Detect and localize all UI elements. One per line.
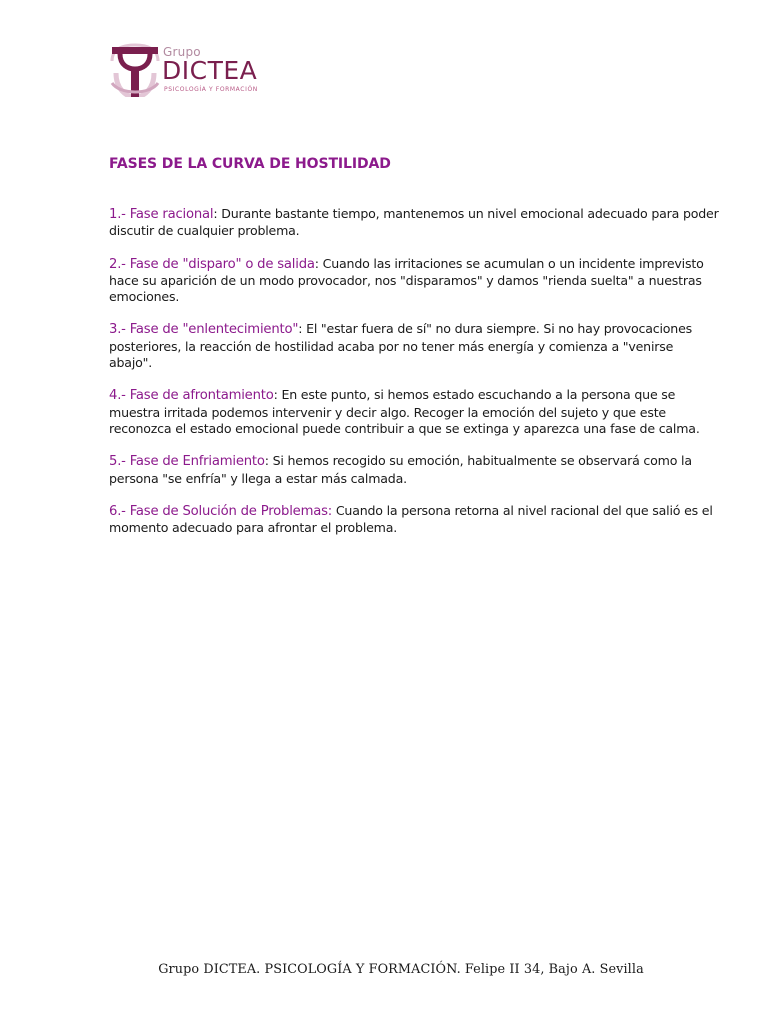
phase-text: Cuando la persona retorna al nivel racional del que salió es el momento adecuado para afrontar el problema.: [109, 502, 713, 536]
phase-paragraph-6: [109, 503, 719, 537]
phase-paragraph-5: [109, 453, 719, 487]
phase-label: 3.- Fase de "enlentecimiento": [109, 322, 299, 338]
page-footer: Grupo DICTEA. PSICOLOGÍA Y FORMACIÓN. Felipe II 34, Bajo A. Sevilla: [158, 962, 644, 977]
phase-label: 5.- Fase de Enfriamiento: [109, 454, 265, 470]
phase-label: 6.- Fase de Solución de Problemas:: [109, 503, 333, 519]
phase-separator: :: [298, 321, 307, 337]
phase-separator: :: [213, 206, 222, 221]
phase-paragraph-1: [109, 206, 719, 240]
phases-list: [109, 206, 719, 552]
phase-text: Durante bastante tiempo, mantenemos un nivel emocional adecuado para poder discutir de cualquier problema.: [109, 206, 719, 239]
phase-separator: :: [273, 387, 282, 403]
dictea-logo-mark-icon: [110, 43, 160, 97]
phase-separator: :: [264, 453, 273, 469]
phase-paragraph-4: [109, 387, 719, 437]
document-title: FASES DE LA CURVA DE HOSTILIDAD: [109, 156, 391, 172]
phase-text: El "estar fuera de sí" no dura siempre. Si no hay provocaciones posteriores, la reacción de hostilidad acaba por no tener más energía y comienza a "venirse abajo".: [109, 321, 692, 371]
logo-tagline: PSICOLOGÍA Y FORMACIÓN: [164, 86, 258, 93]
logo-brand-name: DICTEA: [162, 56, 258, 85]
phase-separator: :: [314, 255, 323, 271]
phase-paragraph-3: [109, 321, 719, 371]
phase-paragraph-2: [109, 256, 719, 306]
phase-text: Cuando las irritaciones se acumulan o un incidente imprevisto hace su aparición de un modo provocador, nos "disparamos" y damos "rienda suelta" a nuestras emociones.: [109, 255, 704, 305]
phase-label: 2.- Fase de "disparo" o de salida: [109, 256, 315, 272]
phase-label: 1.- Fase racional: [109, 207, 214, 222]
logo-group-text: Grupo: [163, 45, 201, 59]
phase-text: Si hemos recogido su emoción, habitualmente se observará como la persona "se enfría" y llega a estar más calmada.: [109, 453, 692, 486]
company-logo: [110, 43, 280, 99]
phase-text: En este punto, si hemos estado escuchando a la persona que se muestra irritada podemos intervenir y decir algo. Recoger la emoción del sujeto y que este reconozca el estado emocional puede contribuir a que se extinga y aparezca una fase de calma.: [109, 387, 700, 436]
phase-label: 4.- Fase de afrontamiento: [109, 388, 274, 404]
